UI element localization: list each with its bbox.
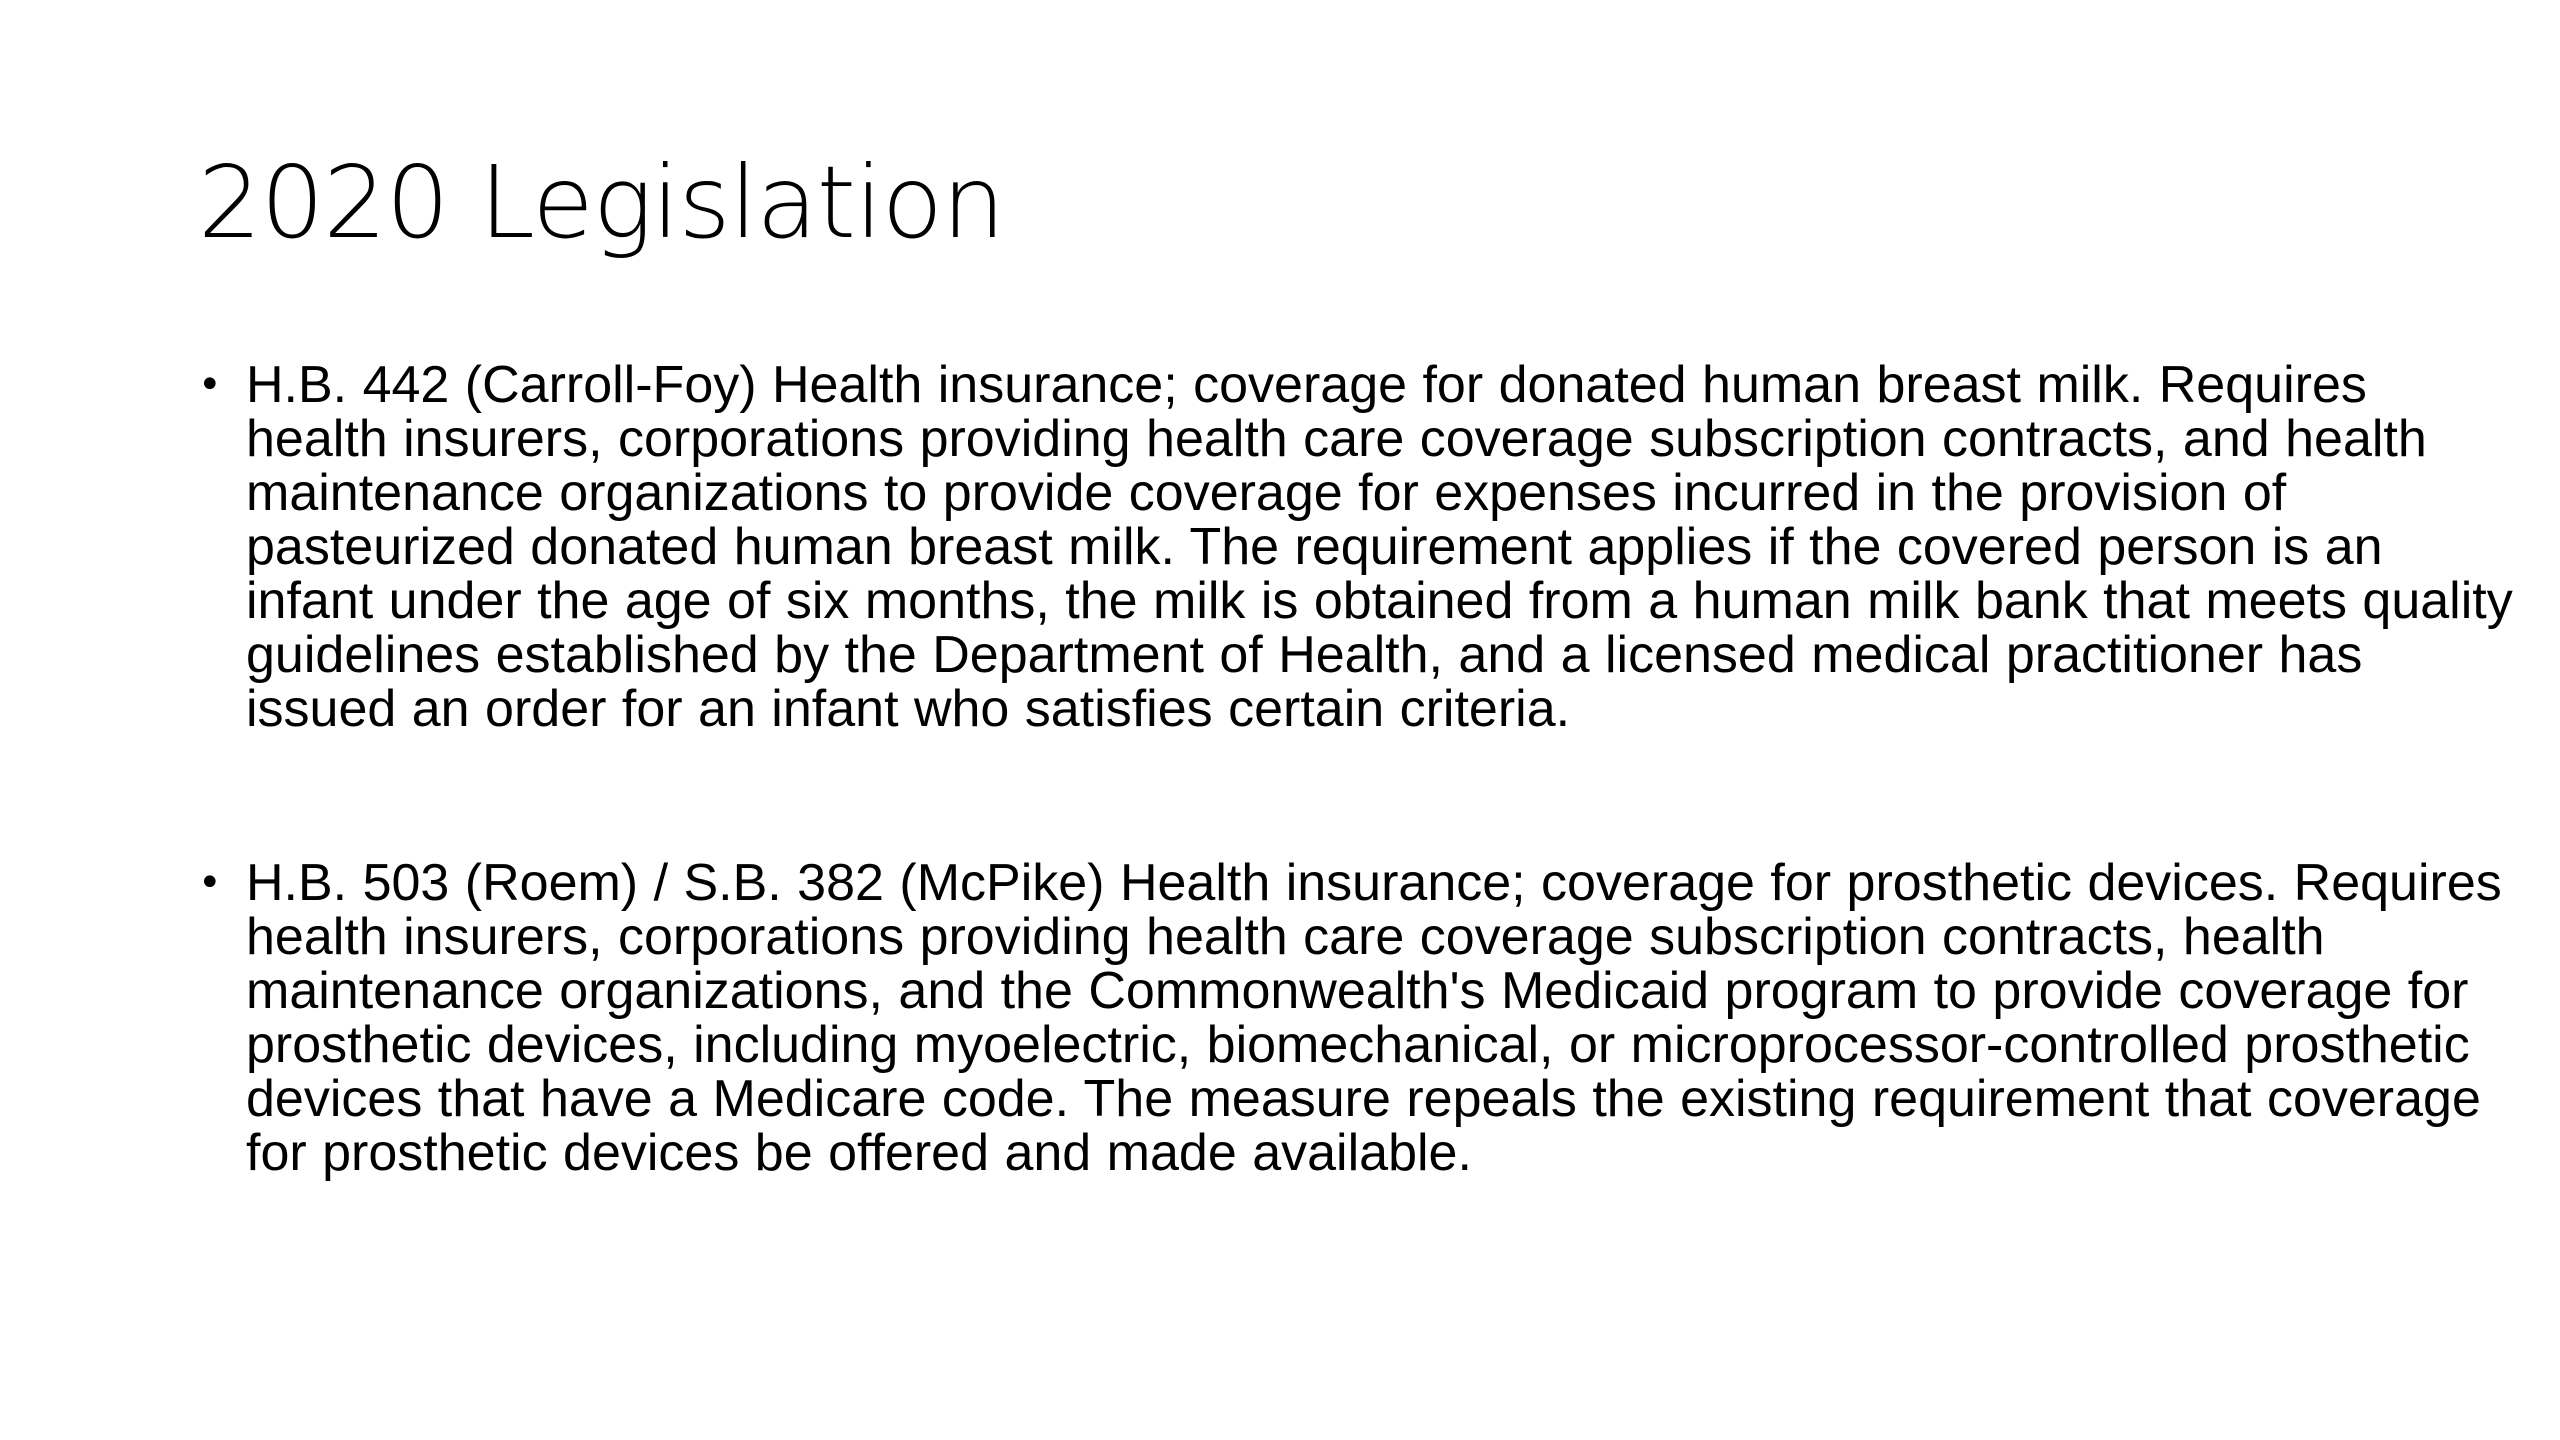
- bullet-text: H.B. 442 (Carroll-Foy) Health insurance; coverage for donated human breast milk. Requires health insurers, corporations providing health care coverage subscription contracts, and health maintenance organizations to provide coverage for expenses incurred in the provision of pasteurized donated human breast milk. The requirement applies if the covered person is an infant under the age of six months, the milk is obtained from a human milk bank that meets quality guidelines established by the Department of Health, and a licensed medical practitioner has issued an order for an infant who satisfies certain criteria.: [246, 356, 2513, 738]
- bullet-text: H.B. 503 (Roem) / S.B. 382 (McPike) Health insurance; coverage for prosthetic devices. Requires health insurers, corporations providing health care coverage subscription contracts, health maintenance organizations, and the Commonwealth's Medicaid program to provide coverage for prosthetic devices, including myoelectric, biomechanical, or microprocessor-controlled prosthetic devices that have a Medicare code. The measure repeals the existing requirement that coverage for prosthetic devices be offered and made available.: [246, 854, 2502, 1182]
- bullet-dot-icon: •: [198, 860, 222, 906]
- bullet-item-hb-503: [198, 856, 2518, 1180]
- bullet-item-hb-442: [198, 358, 2518, 736]
- slide-title: 2020 Legislation: [198, 144, 1005, 261]
- bullet-list: [198, 358, 2518, 1180]
- bullet-dot-icon: •: [198, 362, 222, 408]
